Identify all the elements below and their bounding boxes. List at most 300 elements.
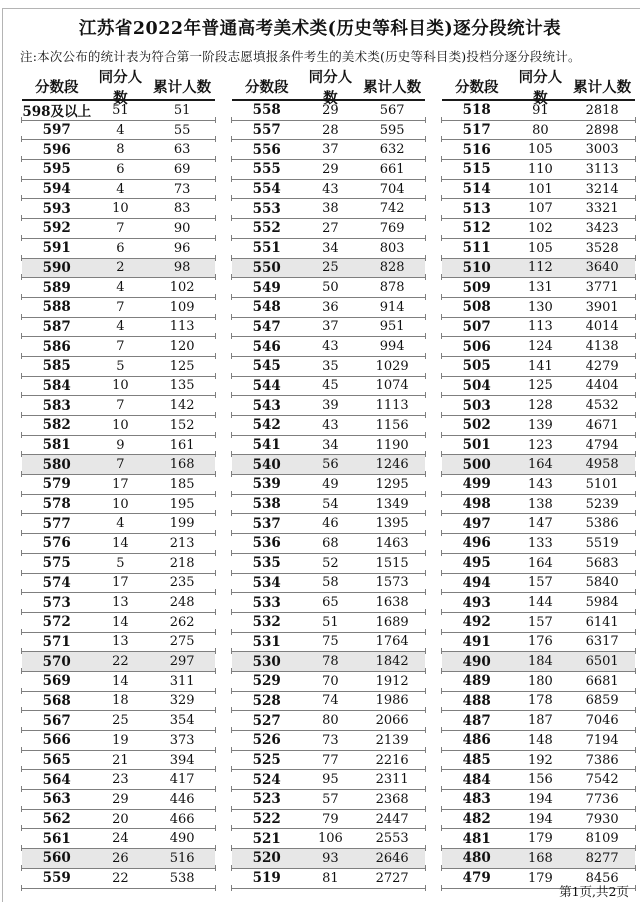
count-cell: 7 <box>116 398 125 414</box>
table-row <box>22 121 215 141</box>
score-cell: 523 <box>252 791 281 808</box>
table-row <box>22 298 215 318</box>
count-cell: 102 <box>528 220 553 236</box>
table-row <box>22 396 215 416</box>
cumulative-cell: 951 <box>379 319 405 335</box>
count-cell: 179 <box>528 831 553 847</box>
table-header-row <box>442 68 635 107</box>
score-cell: 526 <box>252 732 281 749</box>
column-header-cumulative: 累计人数 <box>363 79 422 96</box>
table-row <box>232 652 425 672</box>
table-row <box>442 377 635 397</box>
cumulative-cell: 275 <box>169 634 195 650</box>
cumulative-cell: 3528 <box>585 240 619 256</box>
column-header-score: 分数段 <box>34 79 79 96</box>
score-cell: 566 <box>42 732 71 749</box>
table-row <box>22 751 215 771</box>
count-cell: 49 <box>322 476 339 492</box>
score-cell: 551 <box>252 240 281 257</box>
score-cell: 541 <box>252 437 281 454</box>
table-row <box>442 770 635 790</box>
cumulative-cell: 595 <box>379 122 405 138</box>
cumulative-cell: 769 <box>379 220 405 236</box>
cumulative-cell: 199 <box>169 516 195 532</box>
count-cell: 43 <box>322 339 339 355</box>
count-cell: 128 <box>528 398 553 414</box>
score-cell: 498 <box>462 496 491 513</box>
cumulative-cell: 7542 <box>585 772 619 788</box>
cumulative-cell: 2727 <box>375 870 409 886</box>
count-cell: 101 <box>528 181 553 197</box>
table-row <box>22 436 215 456</box>
table-header-row <box>22 68 215 107</box>
cumulative-cell: 1295 <box>375 476 409 492</box>
table-row <box>232 711 425 731</box>
score-cell: 520 <box>252 850 281 867</box>
table-row <box>232 140 425 160</box>
count-cell: 10 <box>112 378 129 394</box>
table-row <box>22 770 215 790</box>
count-cell: 35 <box>322 358 339 374</box>
score-cell: 574 <box>42 574 71 591</box>
count-cell: 6 <box>116 161 125 177</box>
table-row <box>22 849 215 869</box>
score-cell: 569 <box>42 673 71 690</box>
score-cell: 547 <box>252 318 281 335</box>
score-cell: 485 <box>462 752 491 769</box>
cumulative-cell: 1395 <box>375 516 409 532</box>
count-cell: 57 <box>322 791 339 807</box>
count-cell: 141 <box>528 358 553 374</box>
score-cell: 491 <box>462 633 491 650</box>
table-row <box>22 731 215 751</box>
cumulative-cell: 161 <box>169 437 195 453</box>
score-cell: 483 <box>462 791 491 808</box>
table-row <box>232 869 425 889</box>
count-cell: 13 <box>112 595 129 611</box>
score-cell: 527 <box>252 712 281 729</box>
score-cell: 519 <box>252 870 281 887</box>
count-cell: 22 <box>112 654 129 670</box>
table-row <box>232 436 425 456</box>
count-cell: 45 <box>322 378 339 394</box>
table-row <box>22 101 215 121</box>
count-cell: 14 <box>112 614 129 630</box>
score-cell: 562 <box>42 811 71 828</box>
cumulative-cell: 1638 <box>375 595 409 611</box>
count-cell: 19 <box>112 732 129 748</box>
score-cell: 505 <box>462 358 491 375</box>
count-cell: 179 <box>528 870 553 886</box>
count-cell: 78 <box>322 654 339 670</box>
cumulative-cell: 6141 <box>585 614 619 630</box>
score-cell: 507 <box>462 318 491 335</box>
table-row <box>22 160 215 180</box>
table-row <box>442 849 635 869</box>
table-row <box>442 672 635 692</box>
score-cell: 509 <box>462 279 491 296</box>
score-cell: 488 <box>462 692 491 709</box>
score-cell: 546 <box>252 338 281 355</box>
cumulative-cell: 4532 <box>585 398 619 414</box>
count-cell: 8 <box>116 142 125 158</box>
score-cell: 494 <box>462 574 491 591</box>
table-row <box>442 199 635 219</box>
score-cell: 539 <box>252 476 281 493</box>
score-cell: 534 <box>252 574 281 591</box>
count-cell: 14 <box>112 535 129 551</box>
score-cell: 585 <box>42 358 71 375</box>
count-cell: 25 <box>112 713 129 729</box>
count-cell: 176 <box>528 634 553 650</box>
count-cell: 10 <box>112 496 129 512</box>
count-cell: 10 <box>112 201 129 217</box>
score-cell: 528 <box>252 692 281 709</box>
cumulative-cell: 466 <box>169 811 195 827</box>
count-cell: 38 <box>322 201 339 217</box>
cumulative-cell: 83 <box>173 201 191 217</box>
table-row <box>22 554 215 574</box>
table-row <box>442 751 635 771</box>
table-row <box>22 199 215 219</box>
count-cell: 27 <box>322 220 339 236</box>
table-row <box>232 692 425 712</box>
score-cell: 524 <box>252 771 281 788</box>
table-row <box>442 790 635 810</box>
count-cell: 56 <box>322 457 339 473</box>
table-row <box>232 534 425 554</box>
count-cell: 147 <box>528 516 553 532</box>
score-cell: 576 <box>42 535 71 552</box>
table-row <box>232 770 425 790</box>
score-cell: 548 <box>252 299 281 316</box>
table-row <box>442 416 635 436</box>
cumulative-cell: 7386 <box>585 752 619 768</box>
cumulative-cell: 742 <box>379 201 405 217</box>
score-cell: 535 <box>252 555 281 572</box>
table-row <box>22 672 215 692</box>
score-cell: 532 <box>252 614 281 631</box>
cumulative-cell: 5683 <box>585 555 619 571</box>
score-cell: 567 <box>42 712 71 729</box>
count-cell: 80 <box>322 713 339 729</box>
score-table-2 <box>232 68 425 889</box>
table-row <box>442 357 635 377</box>
cumulative-cell: 2216 <box>375 752 409 768</box>
cumulative-cell: 803 <box>379 240 405 256</box>
cumulative-cell: 1029 <box>375 358 409 374</box>
count-cell: 68 <box>322 535 339 551</box>
count-cell: 79 <box>322 811 339 827</box>
table-row <box>442 613 635 633</box>
column-header-cumulative: 累计人数 <box>573 79 632 96</box>
cumulative-cell: 394 <box>169 752 195 768</box>
cumulative-cell: 8456 <box>585 870 619 886</box>
table-row <box>22 455 215 475</box>
cumulative-cell: 213 <box>169 535 195 551</box>
cumulative-cell: 90 <box>173 220 191 236</box>
count-cell: 73 <box>322 732 339 748</box>
score-cell: 598及以上 <box>22 104 92 121</box>
score-cell: 484 <box>462 771 491 788</box>
table-row <box>22 475 215 495</box>
count-cell: 2 <box>116 260 125 276</box>
count-cell: 28 <box>322 122 339 138</box>
cumulative-cell: 6501 <box>585 654 619 670</box>
cumulative-cell: 661 <box>379 161 405 177</box>
count-cell: 107 <box>528 201 553 217</box>
table-row <box>232 180 425 200</box>
column-header-count: 同分人数 <box>308 68 353 107</box>
count-cell: 139 <box>528 417 553 433</box>
table-header-row <box>232 68 425 107</box>
cumulative-cell: 5519 <box>585 535 619 551</box>
score-cell: 516 <box>462 141 491 158</box>
cumulative-cell: 878 <box>379 280 405 296</box>
count-cell: 6 <box>116 240 125 256</box>
column-header-count: 同分人数 <box>98 68 143 107</box>
cumulative-cell: 262 <box>169 614 195 630</box>
cumulative-cell: 4014 <box>585 319 619 335</box>
table-row <box>22 711 215 731</box>
count-cell: 156 <box>528 772 553 788</box>
count-cell: 43 <box>322 181 339 197</box>
cumulative-cell: 218 <box>169 555 195 571</box>
score-cell: 517 <box>462 122 491 139</box>
count-cell: 180 <box>528 673 553 689</box>
table-row <box>232 318 425 338</box>
cumulative-cell: 1986 <box>375 693 409 709</box>
table-row <box>22 278 215 298</box>
cumulative-cell: 2898 <box>585 122 619 138</box>
table-row <box>22 416 215 436</box>
count-cell: 39 <box>322 398 339 414</box>
table-row <box>232 396 425 416</box>
count-cell: 37 <box>322 319 339 335</box>
cumulative-cell: 632 <box>379 142 405 158</box>
cumulative-cell: 1463 <box>375 535 409 551</box>
table-row <box>232 239 425 259</box>
count-cell: 9 <box>116 437 125 453</box>
table-row <box>22 318 215 338</box>
score-cell: 515 <box>462 161 491 178</box>
score-cell: 554 <box>252 181 281 198</box>
table-row <box>442 495 635 515</box>
score-cell: 531 <box>252 633 281 650</box>
count-cell: 148 <box>528 732 553 748</box>
table-row <box>22 495 215 515</box>
score-cell: 504 <box>462 377 491 394</box>
table-row <box>442 711 635 731</box>
count-cell: 138 <box>528 496 553 512</box>
cumulative-cell: 6317 <box>585 634 619 650</box>
count-cell: 187 <box>528 713 553 729</box>
count-cell: 192 <box>528 752 553 768</box>
cumulative-cell: 3771 <box>585 280 619 296</box>
score-cell: 545 <box>252 358 281 375</box>
table-row <box>22 652 215 672</box>
table-row <box>442 534 635 554</box>
cumulative-cell: 538 <box>169 870 195 886</box>
table-row <box>442 475 635 495</box>
table-row <box>22 829 215 849</box>
cumulative-cell: 8277 <box>585 850 619 866</box>
cumulative-cell: 1190 <box>375 437 409 453</box>
cumulative-cell: 4671 <box>585 417 619 433</box>
cumulative-cell: 3901 <box>585 299 619 315</box>
cumulative-cell: 3321 <box>585 201 619 217</box>
score-cell: 537 <box>252 515 281 532</box>
cumulative-cell: 7736 <box>585 791 619 807</box>
score-cell: 558 <box>252 102 281 119</box>
cumulative-cell: 51 <box>173 102 191 118</box>
score-cell: 581 <box>42 437 71 454</box>
table-row <box>232 731 425 751</box>
cumulative-cell: 417 <box>169 772 195 788</box>
score-cell: 560 <box>42 850 71 867</box>
cumulative-cell: 1764 <box>375 634 409 650</box>
count-cell: 133 <box>528 535 553 551</box>
count-cell: 24 <box>112 831 129 847</box>
score-cell: 493 <box>462 594 491 611</box>
cumulative-cell: 120 <box>169 339 195 355</box>
cumulative-cell: 113 <box>169 319 195 335</box>
count-cell: 46 <box>322 516 339 532</box>
count-cell: 65 <box>322 595 339 611</box>
table-row <box>442 121 635 141</box>
cumulative-cell: 235 <box>169 575 195 591</box>
cumulative-cell: 2447 <box>375 811 409 827</box>
count-cell: 125 <box>528 378 553 394</box>
count-cell: 4 <box>116 181 125 197</box>
table-row <box>442 337 635 357</box>
cumulative-cell: 2646 <box>375 850 409 866</box>
score-cell: 572 <box>42 614 71 631</box>
table-row <box>442 239 635 259</box>
score-cell: 492 <box>462 614 491 631</box>
count-cell: 184 <box>528 654 553 670</box>
cumulative-cell: 6859 <box>585 693 619 709</box>
score-cell: 486 <box>462 732 491 749</box>
cumulative-cell: 96 <box>173 240 191 256</box>
count-cell: 5 <box>116 555 125 571</box>
score-cell: 522 <box>252 811 281 828</box>
cumulative-cell: 1515 <box>375 555 409 571</box>
table-row <box>442 160 635 180</box>
score-cell: 580 <box>42 456 71 473</box>
cumulative-cell: 354 <box>169 713 195 729</box>
table-row <box>232 574 425 594</box>
score-cell: 529 <box>252 673 281 690</box>
cumulative-cell: 4279 <box>585 358 619 374</box>
score-table-1 <box>22 68 215 889</box>
table-row <box>22 239 215 259</box>
cumulative-cell: 55 <box>173 122 191 138</box>
table-row <box>232 101 425 121</box>
count-cell: 43 <box>322 417 339 433</box>
table-row <box>22 692 215 712</box>
score-cell: 503 <box>462 397 491 414</box>
table-row <box>442 298 635 318</box>
count-cell: 157 <box>528 614 553 630</box>
table-row <box>442 219 635 239</box>
count-cell: 4 <box>116 280 125 296</box>
score-cell: 571 <box>42 633 71 650</box>
score-cell: 597 <box>42 122 71 139</box>
score-cell: 559 <box>42 870 71 887</box>
count-cell: 13 <box>112 634 129 650</box>
count-cell: 95 <box>322 772 339 788</box>
cumulative-cell: 6681 <box>585 673 619 689</box>
score-cell: 530 <box>252 653 281 670</box>
count-cell: 74 <box>322 693 339 709</box>
table-row <box>232 495 425 515</box>
page-top-border <box>2 8 640 9</box>
table-row <box>232 455 425 475</box>
cumulative-cell: 2818 <box>585 102 619 118</box>
score-cell: 536 <box>252 535 281 552</box>
cumulative-cell: 1842 <box>375 654 409 670</box>
cumulative-cell: 490 <box>169 831 195 847</box>
score-cell: 590 <box>42 259 71 276</box>
score-cell: 508 <box>462 299 491 316</box>
score-cell: 482 <box>462 811 491 828</box>
count-cell: 7 <box>116 220 125 236</box>
score-cell: 549 <box>252 279 281 296</box>
count-cell: 7 <box>116 457 125 473</box>
table-row <box>22 790 215 810</box>
cumulative-cell: 63 <box>173 142 191 158</box>
table-row <box>442 140 635 160</box>
table-row <box>442 396 635 416</box>
cumulative-cell: 5386 <box>585 516 619 532</box>
table-row <box>232 475 425 495</box>
cumulative-cell: 297 <box>169 654 195 670</box>
table-row <box>442 436 635 456</box>
count-cell: 26 <box>112 850 129 866</box>
count-cell: 54 <box>322 496 339 512</box>
score-cell: 513 <box>462 200 491 217</box>
score-cell: 568 <box>42 692 71 709</box>
count-cell: 17 <box>112 476 129 492</box>
cumulative-cell: 73 <box>173 181 191 197</box>
score-cell: 573 <box>42 594 71 611</box>
count-cell: 81 <box>322 870 339 886</box>
table-row <box>232 377 425 397</box>
table-row <box>442 455 635 475</box>
count-cell: 164 <box>528 555 553 571</box>
table-row <box>22 633 215 653</box>
note-text: 注:本次公布的统计表为符合第一阶段志愿填报条件考生的美术类(历史等科目类)投档分逐分段统计。 <box>20 49 581 64</box>
score-cell: 591 <box>42 240 71 257</box>
count-cell: 77 <box>322 752 339 768</box>
score-cell: 594 <box>42 181 71 198</box>
table-row <box>22 357 215 377</box>
count-cell: 51 <box>112 102 129 118</box>
count-cell: 4 <box>116 516 125 532</box>
cumulative-cell: 3423 <box>585 220 619 236</box>
count-cell: 164 <box>528 457 553 473</box>
table-row <box>442 692 635 712</box>
table-row <box>442 593 635 613</box>
table-row <box>232 751 425 771</box>
score-table-3 <box>442 68 635 889</box>
table-row <box>232 337 425 357</box>
score-cell: 487 <box>462 712 491 729</box>
table-row <box>22 259 215 279</box>
column-header-cumulative: 累计人数 <box>153 79 212 96</box>
count-cell: 105 <box>528 240 553 256</box>
